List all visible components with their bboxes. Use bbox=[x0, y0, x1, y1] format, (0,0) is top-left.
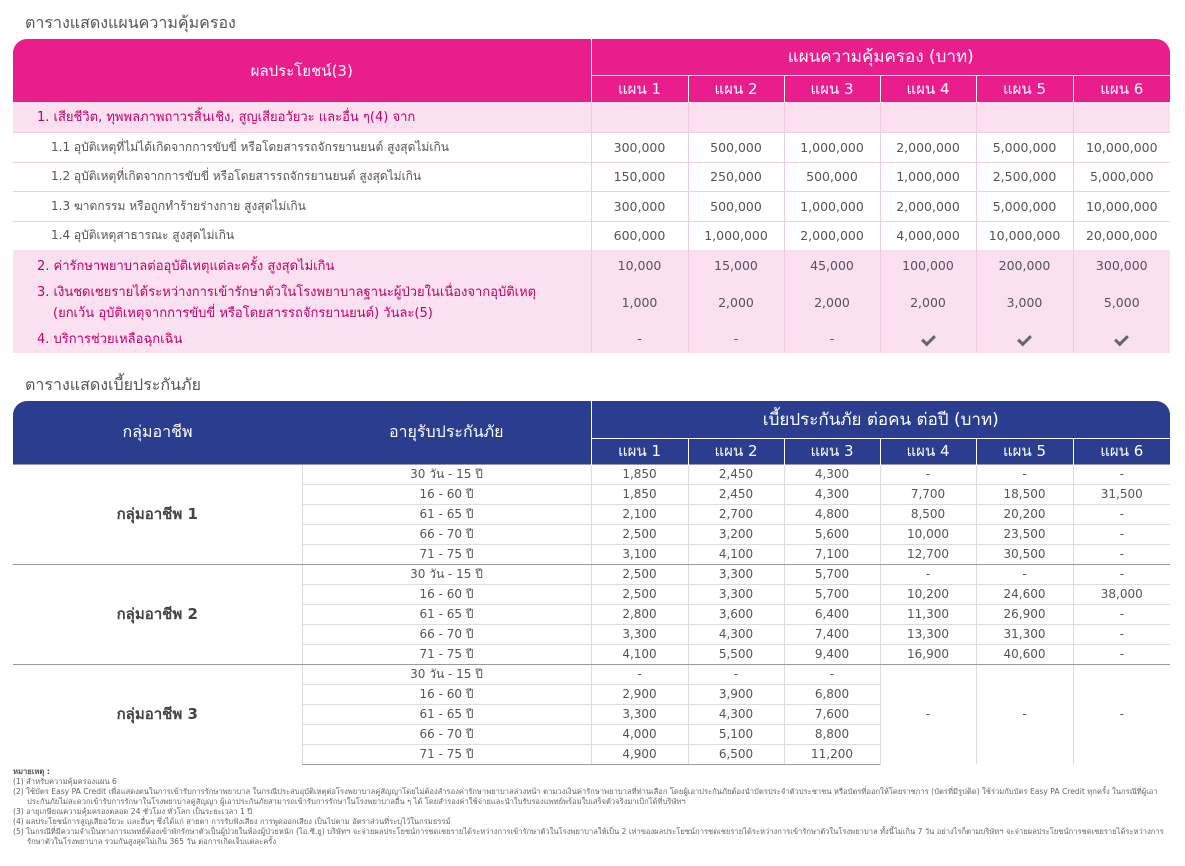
age-range: 30 วัน - 15 ปี bbox=[302, 464, 591, 484]
benefit-value: 10,000 bbox=[591, 250, 688, 280]
premium-value: - bbox=[880, 464, 976, 484]
benefit-value: 500,000 bbox=[688, 132, 784, 162]
premium-value: 9,400 bbox=[784, 644, 880, 664]
premium-value: 5,700 bbox=[784, 564, 880, 584]
age-range: 61 - 65 ปี bbox=[302, 504, 591, 524]
coverage-row bbox=[13, 221, 1170, 250]
coverage-row bbox=[13, 102, 1170, 132]
benefit-label-line: 3. เงินชดเชยรายได้ระหว่างการเข้ารักษาตัวในโรงพยาบาลฐานะผู้ป่วยในเนื่องจากอุบัติเหตุ bbox=[37, 285, 537, 300]
premium-value: 5,700 bbox=[784, 584, 880, 604]
premium-value: 11,300 bbox=[880, 604, 976, 624]
premium-value: 3,300 bbox=[688, 584, 784, 604]
coverage-row bbox=[13, 250, 1170, 280]
premium-row bbox=[13, 664, 1170, 684]
premium-value: 10,000 bbox=[880, 524, 976, 544]
premium-value: 3,300 bbox=[591, 624, 688, 644]
premium-value: 4,800 bbox=[784, 504, 880, 524]
premium-value: 12,700 bbox=[880, 544, 976, 564]
occupation-group-header: กลุ่มอาชีพ bbox=[13, 401, 302, 464]
benefit-value: 300,000 bbox=[591, 132, 688, 162]
benefit-value bbox=[591, 102, 688, 132]
age-range: 66 - 70 ปี bbox=[302, 624, 591, 644]
benefit-value: 20,000,000 bbox=[1073, 221, 1170, 250]
plan-column-header: แผน 4 bbox=[880, 438, 976, 464]
benefit-label: 2. ค่ารักษาพยาบาลต่ออุบัติเหตุแต่ละครั้ง สูงสุดไม่เกิน bbox=[13, 250, 591, 280]
benefit-value: 1,000,000 bbox=[784, 132, 880, 162]
premium-value: - bbox=[976, 664, 1073, 764]
footnotes-heading: หมายเหตุ : bbox=[13, 767, 50, 776]
premium-value: 3,300 bbox=[591, 704, 688, 724]
benefit-value: - bbox=[688, 324, 784, 353]
occupation-group-label: กลุ่มอาชีพ 3 bbox=[13, 664, 302, 764]
benefit-value bbox=[880, 102, 976, 132]
coverage-row bbox=[13, 162, 1170, 191]
premium-value: - bbox=[1073, 624, 1170, 644]
benefit-label: 1. เสียชีวิต, ทุพพลภาพถาวรสิ้นเชิง, สูญเสียอวัยวะ และอื่น ๆ(4) จาก bbox=[13, 102, 591, 132]
benefit-value: 1,000 bbox=[591, 280, 688, 324]
footnotes bbox=[13, 767, 1178, 847]
premium-value: 26,900 bbox=[976, 604, 1073, 624]
plan-column-header: แผน 5 bbox=[976, 75, 1073, 102]
plan-header: แผนความคุ้มครอง (บาท) bbox=[591, 39, 1170, 75]
premium-value: 2,500 bbox=[591, 564, 688, 584]
premium-value: 13,300 bbox=[880, 624, 976, 644]
premium-value: 3,900 bbox=[688, 684, 784, 704]
footnote: (1) สำหรับความคุ้มครองแผน 6 bbox=[13, 777, 117, 786]
benefit-value: 2,000,000 bbox=[784, 221, 880, 250]
benefit-value: 45,000 bbox=[784, 250, 880, 280]
premium-value: 2,900 bbox=[591, 684, 688, 704]
premium-value: 3,300 bbox=[688, 564, 784, 584]
benefit-value bbox=[784, 102, 880, 132]
premium-value: 2,450 bbox=[688, 484, 784, 504]
premium-value: 18,500 bbox=[976, 484, 1073, 504]
benefit-value: 2,000 bbox=[688, 280, 784, 324]
premium-value: 2,450 bbox=[688, 464, 784, 484]
check-icon bbox=[1073, 324, 1170, 353]
benefit-value: 2,000 bbox=[784, 280, 880, 324]
premium-value: - bbox=[1073, 544, 1170, 564]
premium-value: 6,500 bbox=[688, 744, 784, 764]
benefit-value: 10,000,000 bbox=[976, 221, 1073, 250]
premium-value: - bbox=[688, 664, 784, 684]
premium-value: - bbox=[1073, 504, 1170, 524]
premium-value: 3,100 bbox=[591, 544, 688, 564]
benefit-value bbox=[976, 102, 1073, 132]
premium-value: - bbox=[976, 564, 1073, 584]
coverage-row bbox=[13, 324, 1170, 353]
check-icon bbox=[921, 332, 936, 347]
premium-value: - bbox=[976, 464, 1073, 484]
benefit-value: 2,000,000 bbox=[880, 132, 976, 162]
benefit-value: 5,000,000 bbox=[1073, 162, 1170, 191]
coverage-row bbox=[13, 191, 1170, 221]
benefit-value: 4,000,000 bbox=[880, 221, 976, 250]
premium-value: 4,100 bbox=[591, 644, 688, 664]
age-range: 30 วัน - 15 ปี bbox=[302, 664, 591, 684]
premium-value: 31,300 bbox=[976, 624, 1073, 644]
benefit-value: 500,000 bbox=[688, 191, 784, 221]
benefit-value: 300,000 bbox=[591, 191, 688, 221]
benefit-value: 200,000 bbox=[976, 250, 1073, 280]
benefit-value: 150,000 bbox=[591, 162, 688, 191]
footnote: (2) ใช้บัตร Easy PA Credit เพื่อแสดงตนในการเข้ารับการรักษาพยาบาล ในกรณีประสบอุบัติเหตุต่อโรงพยาบาลคู่สัญญาโดยไม่ต้องสำรองค่ารักษาพยาบาลล่วงหน้า ตามวงเงินค่ารักษาพยาบาลที่ท่านเลือก โดยผู้เอาประกันภัยต้องนำบัตรประจำตัวประชาชน หรือบัตรที่ออกให้โดยราชการ (บัตรที่มีรูปติด) ใช้ร่วมกับบัตร Easy PA Credit ทุกครั้ง ในกรณีที่ผู้เอาประกันภัยไม่สะดวกเข้ารับการรักษาในโรงพยาบาลคู่สัญญา ผู้เอาประกันภัยสามารถเข้ารับการรักษาในโรงพยาบาลอื่น ๆ ได้ โดยสำรองค่าใช้จ่ายและนำใบรับรองแพทย์พร้อมใบเสร็จตัวจริงมาเบิกได้ที่บริษัทฯ bbox=[13, 787, 1158, 806]
benefit-value: 10,000,000 bbox=[1073, 191, 1170, 221]
plan-column-header: แผน 2 bbox=[688, 75, 784, 102]
benefit-value: 5,000 bbox=[1073, 280, 1170, 324]
plan-column-header: แผน 3 bbox=[784, 438, 880, 464]
plan-column-header: แผน 4 bbox=[880, 75, 976, 102]
occupation-group-label: กลุ่มอาชีพ 2 bbox=[13, 564, 302, 664]
premium-value: 5,100 bbox=[688, 724, 784, 744]
benefit-label: 4. บริการช่วยเหลือฉุกเฉิน bbox=[13, 324, 591, 353]
premium-value: 4,000 bbox=[591, 724, 688, 744]
benefit-value: 2,000,000 bbox=[880, 191, 976, 221]
premium-value: 2,800 bbox=[591, 604, 688, 624]
footnote: (4) ผลประโยชน์การสูญเสียอวัยวะ และอื่นๆ ซึ่งได้แก่ สายตา การรับฟังเสียง การพูดออกเสียง เป็นไปตาม อัตราส่วนที่ระบุไว้ในกรมธรรม์ bbox=[13, 817, 451, 826]
premium-value: 38,000 bbox=[1073, 584, 1170, 604]
benefit-value: 1,000,000 bbox=[784, 191, 880, 221]
premium-value: 8,800 bbox=[784, 724, 880, 744]
premium-value: 7,600 bbox=[784, 704, 880, 724]
coverage-row bbox=[13, 132, 1170, 162]
premium-value: 4,300 bbox=[784, 464, 880, 484]
check-icon bbox=[1017, 332, 1032, 347]
premium-value: 7,700 bbox=[880, 484, 976, 504]
premium-value: 2,700 bbox=[688, 504, 784, 524]
premium-row bbox=[13, 564, 1170, 584]
age-range: 66 - 70 ปี bbox=[302, 724, 591, 744]
benefit-value bbox=[688, 102, 784, 132]
premium-value: 6,800 bbox=[784, 684, 880, 704]
premium-header: เบี้ยประกันภัย ต่อคน ต่อปี (บาท) bbox=[591, 401, 1170, 438]
premium-value: 5,500 bbox=[688, 644, 784, 664]
premium-value: 3,600 bbox=[688, 604, 784, 624]
check-icon bbox=[1114, 332, 1129, 347]
premium-value: 30,500 bbox=[976, 544, 1073, 564]
coverage-table-title: ตารางแสดงแผนความคุ้มครอง bbox=[25, 13, 236, 32]
benefit-value: 10,000,000 bbox=[1073, 132, 1170, 162]
benefit-value: 1,000,000 bbox=[688, 221, 784, 250]
benefit-value: 2,500,000 bbox=[976, 162, 1073, 191]
premium-value: - bbox=[1073, 464, 1170, 484]
age-range: 71 - 75 ปี bbox=[302, 544, 591, 564]
occupation-group-label: กลุ่มอาชีพ 1 bbox=[13, 464, 302, 564]
benefit-value: 5,000,000 bbox=[976, 191, 1073, 221]
premium-value: 4,300 bbox=[688, 624, 784, 644]
premium-value: 10,200 bbox=[880, 584, 976, 604]
premium-value: 23,500 bbox=[976, 524, 1073, 544]
benefit-label-line: (ยกเว้น อุบัติเหตุจากการขับขี่ หรือโดยสารรถจักรยานยนต์) วันละ(5) bbox=[53, 306, 433, 321]
premium-value: 4,300 bbox=[784, 484, 880, 504]
benefit-value: 3,000 bbox=[976, 280, 1073, 324]
plan-column-header: แผน 1 bbox=[591, 75, 688, 102]
premium-value: 4,300 bbox=[688, 704, 784, 724]
benefit-value: 300,000 bbox=[1073, 250, 1170, 280]
footnote: (3) อายุเกษียณความคุ้มครองตลอด 24 ชั่วโมง ทั่วโลก เป็นระยะเวลา 1 ปี bbox=[13, 807, 253, 816]
premium-row bbox=[13, 464, 1170, 484]
premium-value: 3,200 bbox=[688, 524, 784, 544]
premium-value: 2,500 bbox=[591, 584, 688, 604]
premium-value: 31,500 bbox=[1073, 484, 1170, 504]
benefit-value: 1,000,000 bbox=[880, 162, 976, 191]
premium-value: - bbox=[880, 564, 976, 584]
premium-value: 20,200 bbox=[976, 504, 1073, 524]
premium-value: 24,600 bbox=[976, 584, 1073, 604]
premium-value: - bbox=[880, 664, 976, 764]
premium-value: 7,400 bbox=[784, 624, 880, 644]
premium-value: - bbox=[1073, 664, 1170, 764]
premium-value: 4,900 bbox=[591, 744, 688, 764]
premium-value: - bbox=[1073, 604, 1170, 624]
age-range: 66 - 70 ปี bbox=[302, 524, 591, 544]
age-range: 61 - 65 ปี bbox=[302, 704, 591, 724]
premium-value: 2,100 bbox=[591, 504, 688, 524]
age-range: 30 วัน - 15 ปี bbox=[302, 564, 591, 584]
benefit-label bbox=[13, 280, 591, 324]
age-range: 61 - 65 ปี bbox=[302, 604, 591, 624]
premium-value: 40,600 bbox=[976, 644, 1073, 664]
plan-column-header: แผน 6 bbox=[1073, 438, 1170, 464]
premium-value: 1,850 bbox=[591, 464, 688, 484]
benefit-value: - bbox=[591, 324, 688, 353]
benefit-value: 15,000 bbox=[688, 250, 784, 280]
benefit-label: 1.1 อุบัติเหตุที่ไม่ได้เกิดจากการขับขี่ หรือโดยสารรถจักรยานยนต์ สูงสุดไม่เกิน bbox=[13, 132, 591, 162]
age-range: 16 - 60 ปี bbox=[302, 684, 591, 704]
benefit-label: 1.2 อุบัติเหตุที่เกิดจากการขับขี่ หรือโดยสารรถจักรยานยนต์ สูงสุดไม่เกิน bbox=[13, 162, 591, 191]
age-range: 71 - 75 ปี bbox=[302, 644, 591, 664]
premium-value: 2,500 bbox=[591, 524, 688, 544]
benefit-value: 600,000 bbox=[591, 221, 688, 250]
premium-value: 1,850 bbox=[591, 484, 688, 504]
premium-value: - bbox=[784, 664, 880, 684]
premium-table-title: ตารางแสดงเบี้ยประกันภัย bbox=[25, 375, 201, 394]
plan-column-header: แผน 1 bbox=[591, 438, 688, 464]
benefit-value: 5,000,000 bbox=[976, 132, 1073, 162]
footnote: (5) ในกรณีที่มีความจำเป็นทางการแพทย์ต้องเข้าพักรักษาตัวเป็นผู้ป่วยในห้องผู้ป่วยหนัก (ไอ.ซี.ยู) บริษัทฯ จะจ่ายผลประโยชน์การชดเชยรายได้ระหว่างการเข้ารักษาตัวในโรงพยาบาลให้เป็น 2 เท่าของผลประโยชน์การชดเชยรายได้ระหว่างการเข้ารักษาตัวในโรงพยาบาล ทั้งนี้ไม่เกิน 7 วัน อย่างไรก็ตามบริษัทฯ จะจ่ายผลประโยชน์การชดเชยรายได้ระหว่างการรักษาตัวในโรงพยาบาล รวมกันสูงสุดไม่เกิน 365 วัน ต่อการเกิดเจ็บแต่ละครั้ง bbox=[13, 827, 1164, 846]
premium-value: 16,900 bbox=[880, 644, 976, 664]
benefit-value: 500,000 bbox=[784, 162, 880, 191]
age-header: อายุรับประกันภัย bbox=[302, 401, 591, 464]
benefit-header: ผลประโยชน์(3) bbox=[13, 39, 591, 102]
premium-value: 8,500 bbox=[880, 504, 976, 524]
premium-value: 7,100 bbox=[784, 544, 880, 564]
premium-value: - bbox=[1073, 644, 1170, 664]
check-icon bbox=[976, 324, 1073, 353]
premium-value: 11,200 bbox=[784, 744, 880, 764]
benefit-value: - bbox=[784, 324, 880, 353]
age-range: 16 - 60 ปี bbox=[302, 484, 591, 504]
check-icon bbox=[880, 324, 976, 353]
plan-column-header: แผน 2 bbox=[688, 438, 784, 464]
premium-table bbox=[13, 401, 1170, 765]
plan-column-header: แผน 3 bbox=[784, 75, 880, 102]
premium-value: - bbox=[1073, 564, 1170, 584]
age-range: 71 - 75 ปี bbox=[302, 744, 591, 764]
plan-column-header: แผน 5 bbox=[976, 438, 1073, 464]
benefit-value bbox=[1073, 102, 1170, 132]
benefit-label: 1.3 ฆาตกรรม หรือถูกทำร้ายร่างกาย สูงสุดไม่เกิน bbox=[13, 191, 591, 221]
coverage-row bbox=[13, 280, 1170, 324]
premium-value: 6,400 bbox=[784, 604, 880, 624]
plan-column-header: แผน 6 bbox=[1073, 75, 1170, 102]
benefit-value: 2,000 bbox=[880, 280, 976, 324]
benefit-value: 250,000 bbox=[688, 162, 784, 191]
premium-value: 5,600 bbox=[784, 524, 880, 544]
coverage-table bbox=[13, 39, 1170, 353]
premium-value: 4,100 bbox=[688, 544, 784, 564]
premium-value: - bbox=[591, 664, 688, 684]
benefit-value: 100,000 bbox=[880, 250, 976, 280]
premium-value: - bbox=[1073, 524, 1170, 544]
benefit-label: 1.4 อุบัติเหตุสาธารณะ สูงสุดไม่เกิน bbox=[13, 221, 591, 250]
age-range: 16 - 60 ปี bbox=[302, 584, 591, 604]
